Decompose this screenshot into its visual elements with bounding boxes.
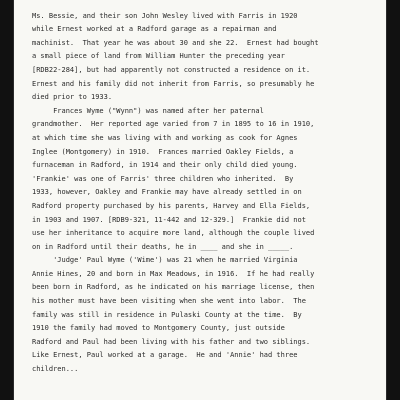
- text-line: use her inheritance to acquire more land, although the couple lived: [32, 229, 315, 238]
- text-line: [32, 0, 372, 10]
- document-text: [32, 0, 372, 377]
- text-line: 1933, however, Oakley and Frankie may have already settled in on: [32, 188, 302, 197]
- text-line: Radford property purchased by his parents, Harvey and Ella Fields,: [32, 201, 311, 210]
- text-line: 'Frankie' was one of Farris' three children who inherited. By: [32, 174, 294, 183]
- text-line: Ms. Bessie, and their son John Wesley lived with Farris in 1920: [32, 11, 298, 20]
- text-line: a small piece of land from William Hunter the preceding year: [32, 52, 285, 61]
- text-line: been born in Radford, as he indicated on his marriage license, then: [32, 283, 315, 292]
- text-line: 1910 the family had moved to Montgomery County, just outside: [32, 324, 285, 333]
- text-line: Radford and Paul had been living with his father and two siblings.: [32, 337, 311, 346]
- text-line: Annie Hines, 20 and born in Max Meadows, in 1916. If he had really: [32, 269, 315, 278]
- text-line: in 1903 and 1907. [RDB9-321, 11-442 and 12-329.] Frankie did not: [32, 215, 306, 224]
- text-line: on in Radford until their deaths, he in ____ and she in _____.: [32, 242, 294, 251]
- text-line: Like Ernest, Paul worked at a garage. He and 'Annie' had three: [32, 351, 298, 360]
- text-line: children...: [32, 365, 79, 374]
- text-line: furnaceman in Radford, in 1914 and their only child died young.: [32, 161, 298, 170]
- text-line: his mother must have been visiting when she went into labor. The: [32, 297, 306, 306]
- text-line: Frances Wyme ("Wynn") was named after her paternal: [32, 106, 264, 115]
- text-line: machinist. That year he was about 30 and she 22. Ernest had bought: [32, 38, 319, 47]
- text-line: 'Judge' Paul Wyme ('Wime') was 21 when he married Virginia: [32, 256, 298, 265]
- text-line: Ernest and his family did not inherit from Farris, so presumably he: [32, 79, 315, 88]
- text-line: [RDB22-284], but had apparently not constructed a residence on it.: [32, 65, 311, 74]
- text-line: died prior to 1933.: [32, 93, 113, 102]
- text-line: at which time she was living with and working as cook for Agnes: [32, 133, 298, 142]
- text-line: grandmother. Her reported age varied from 7 in 1895 to 16 in 1910,: [32, 120, 315, 129]
- text-line: Inglee (Montgomery) in 1910. Frances married Oakley Fields, a: [32, 147, 294, 156]
- text-line: while Ernest worked at a Radford garage as a repairman and: [32, 25, 277, 34]
- text-line: family was still in residence in Pulaski County at the time. By: [32, 310, 302, 319]
- document-page: [14, 0, 386, 400]
